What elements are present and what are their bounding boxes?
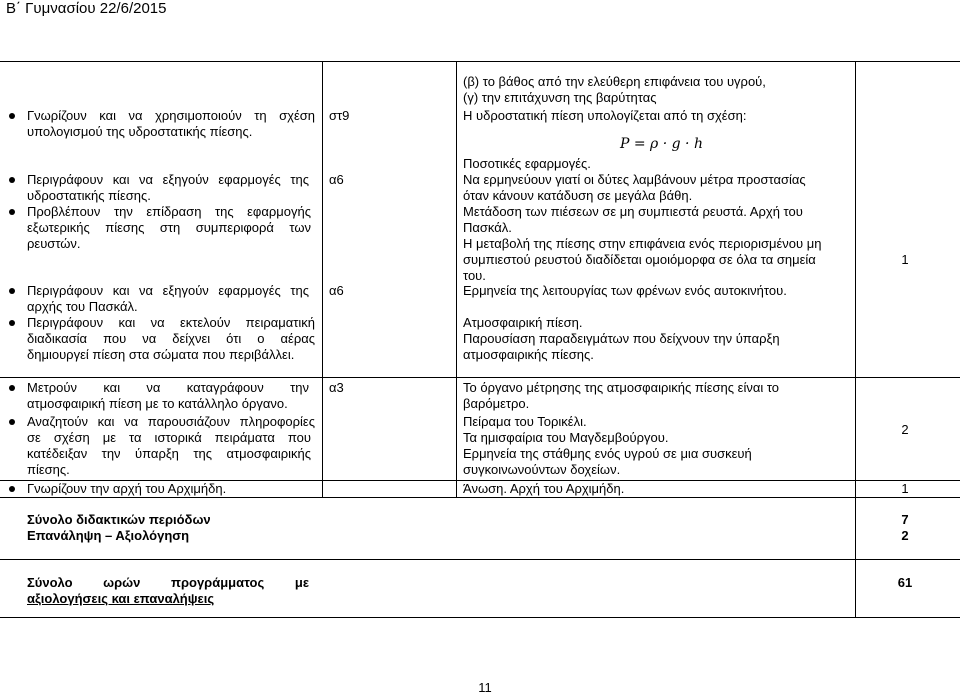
bullet-icon (9, 177, 15, 183)
pressure-formula: P = ρ · g · h (620, 136, 703, 152)
content-text: Πείραμα του Τορικέλι. (463, 414, 587, 429)
total-periods-label: Σύνολο διδακτικών περιόδων (27, 512, 211, 527)
content-text: (γ) την επιτάχυνση της βαρύτητας (463, 90, 657, 105)
content-text: Η μεταβολή της πίεσης στην επιφάνεια ενός περιορισμένου μη (463, 236, 822, 251)
content-text: Το όργανο μέτρησης της ατμοσφαιρικής πίεσης είναι το (463, 380, 780, 395)
objective-text: δημιουργεί πίεση στα σώματα που περιβάλλει. (27, 347, 295, 362)
content-text: Η υδροστατική πίεση υπολογίζεται από τη σχέση: (463, 108, 747, 123)
objective-text: κατέδειξαν την ύπαρξη της ατμοσφαιρικής (27, 446, 311, 461)
code-label: στ9 (329, 108, 350, 123)
review-value: 2 (901, 528, 909, 543)
objective-text: αρχής του Πασκάλ. (27, 299, 138, 314)
content-text: συμπιεστού ρευστού διαδίδεται ομοιόμορφα σε όλα τα σημεία (463, 252, 816, 267)
content-text: (β) το βάθος από την ελεύθερη επιφάνεια του υγρού, (463, 74, 766, 89)
page-number: 11 (478, 680, 492, 695)
objective-text: ατμοσφαιρική πίεση με το κατάλληλο όργανο. (27, 396, 288, 411)
objective-text: υδροστατικής πίεσης. (27, 188, 151, 203)
content-text: Ατμοσφαιρική πίεση. (463, 315, 583, 330)
bullet-icon (9, 288, 15, 294)
objective-text: Γνωρίζουν και να χρησιμοποιούν τη σχέση (27, 108, 315, 123)
bullet-icon (9, 320, 15, 326)
bullet-icon (9, 419, 15, 425)
content-text: Ποσοτικές εφαρμογές. (463, 156, 591, 171)
code-label: α3 (329, 380, 344, 395)
objective-text: Μετρούν και να καταγράφουν την (27, 380, 309, 395)
content-text: Ερμηνεία της λειτουργίας των φρένων ενός αυτοκινήτου. (463, 283, 787, 298)
content-text: Τα ημισφαίρια του Μαγδεμβούργου. (463, 430, 669, 445)
objective-text: Περιγράφουν και να εκτελούν πειραματική (27, 315, 315, 330)
review-label: Επανάληψη – Αξιολόγηση (27, 528, 190, 543)
content-text: Να ερμηνεύουν γιατί οι δύτες λαμβάνουν μέτρα προστασίας (463, 172, 806, 187)
objective-text: υπολογισμού της υδροστατικής πίεσης. (27, 124, 253, 139)
total-periods-value: 7 (901, 512, 909, 527)
objective-text: ρευστών. (27, 236, 81, 251)
objective-text: Προβλέπουν την επίδραση της εφαρμογής (27, 204, 311, 219)
objective-text: Αναζητούν και να παρουσιάζουν πληροφορίες (27, 414, 315, 429)
bullet-icon (9, 113, 15, 119)
content-text: Ερμηνεία της στάθμης ενός υγρού σε μια συσκευή (463, 446, 752, 461)
total-hours-label-line1: Σύνολο ωρών προγράμματος με (27, 575, 309, 590)
page-header: Β΄ Γυμνασίου 22/6/2015 (6, 0, 167, 17)
content-text: του. (463, 268, 486, 283)
content-text: Άνωση. Αρχή του Αρχιμήδη. (463, 481, 625, 496)
content-text: συγκοινωνούντων δοχείων. (463, 462, 621, 477)
periods-value: 1 (901, 481, 909, 496)
objective-text: εξωτερικής πίεσης στη συμπεριφορά των (27, 220, 311, 235)
periods-value: 1 (901, 252, 909, 267)
periods-value: 2 (901, 422, 909, 437)
content-text: Πασκάλ. (463, 220, 512, 235)
code-label: α6 (329, 172, 344, 187)
content-text: Μετάδοση των πιέσεων σε μη συμπιεστά ρευστά. Αρχή του (463, 204, 803, 219)
objective-text: σε σχέση με τα ιστορικά πειράματα που (27, 430, 311, 445)
objective-text: Γνωρίζουν την αρχή του Αρχιμήδη. (27, 481, 227, 496)
total-hours-label-line2: αξιολογήσεις και επαναλήψεις (27, 591, 215, 606)
code-label: α6 (329, 283, 344, 298)
content-text: βαρόμετρο. (463, 396, 530, 411)
objective-text: Περιγράφουν και να εξηγούν εφαρμογές της (27, 172, 309, 187)
bullet-icon (9, 385, 15, 391)
bullet-icon (9, 209, 15, 215)
total-hours-value: 61 (897, 575, 913, 590)
objective-text: πίεσης. (27, 462, 70, 477)
content-text: Παρουσίαση παραδειγμάτων που δείχνουν την ύπαρξη (463, 331, 780, 346)
bullet-icon (9, 486, 15, 492)
content-text: όταν κάνουν κατάδυση σε μεγάλα βάθη. (463, 188, 693, 203)
objective-text: Περιγράφουν και να εξηγούν εφαρμογές της (27, 283, 309, 298)
content-text: ατμοσφαιρικής πίεσης. (463, 347, 594, 362)
objective-text: διαδικασία που να δείχνει ότι ο αέρας (27, 331, 315, 346)
